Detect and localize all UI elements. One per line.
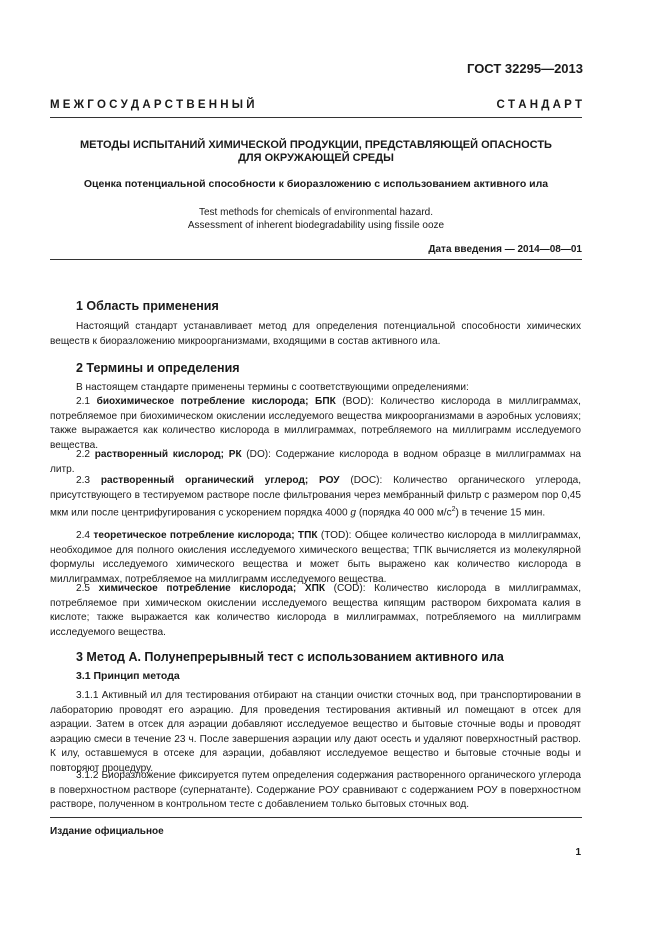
term-2-5: 2.5 химическое потребление кислорода; ХПК (COD): Количество кислорода в миллиграммах, потребляемое при химическом окислении исследуемого вещества кипящим раствором бихромата калия в кислоте; также выражается как количество кислорода в миллиграммах, потребляемого на миллиграмм исследуемого вещества. — [50, 583, 581, 638]
title-line-2: ДЛЯ ОКРУЖАЮЩЕЙ СРЕДЫ — [238, 152, 394, 164]
term-2-2: 2.2 растворенный кислород; РК (DO): Содержание кислорода в водном образце в миллиграммах на литр. — [50, 449, 582, 475]
term-2-5-name: химическое потребление кислорода; ХПК — [98, 583, 326, 594]
term-2-3: 2.3 растворенный органический углерод; РОУ (DOC): Количество органического углерода, присутствующего в тестируемом растворе после фильтрования через мембранный фильтр с размером пор 0,45 мкм или после центрифугирования с ускорением порядка 4000 g (порядка 40 000 $м/с^2$) в течение 15 мин. — [50, 475, 581, 519]
section-3-1-heading: 3.1 Принцип метода — [76, 670, 180, 682]
english-title — [50, 206, 582, 232]
banner-left: М Е Ж Г О С У Д А Р С Т В Е Н Н Ы Й — [50, 99, 255, 111]
section-3-heading: 3 Метод А. Полунепрерывный тест с использованием активного ила — [76, 650, 504, 664]
term-2-3-name: растворенный органический углерод; РОУ — [100, 475, 340, 486]
section-2-intro: В настоящем стандарте применены термины с соответствующими определениями: — [76, 382, 469, 393]
document-title — [50, 139, 582, 165]
title-line-1: МЕТОДЫ ИСПЫТАНИЙ ХИМИЧЕСКОЙ ПРОДУКЦИИ, ПРЕДСТАВЛЯЮЩЕЙ ОПАСНОСТЬ — [80, 139, 552, 151]
paragraph-3-1-1: 3.1.1 Активный ил для тестирования отбирают на станции очистки сточных вод, при транспортировании в лабораторию проводят его аэрацию. Для проведения тестирования активный ил помещают в отсек для аэрации. Затем в отсек для аэрации добавляют исследуемое вещество и бытовые сточные воды и проводят аэрацию смеси в течение 23 ч. После завершения аэрации илу дают осесть и удаляют поверхностный раствор. К илу, оставшемуся в отсеке для аэрации, добавляют исследуемое вещество и бытовые сточные воды и повторяют процедуру. — [50, 690, 581, 774]
term-2-1: 2.1 биохимическое потребление кислорода; БПК (BOD): Количество кислорода в миллиграммах, потребляемое при биохимическом окислении исследуемого вещества микроорганизмами в аэробных условиях; также выражается как количество кислорода в миллиграммах, потребляемого на миллиграмм исследуемого вещества. — [50, 396, 581, 451]
effective-date: Дата введения — 2014—08—01 — [428, 244, 582, 255]
standard-code: ГОСТ 32295—2013 — [467, 61, 583, 76]
term-2-4-name: теоретическое потребление кислорода; ТПК — [93, 530, 318, 541]
date-rule — [50, 259, 582, 260]
banner-rule — [50, 117, 582, 118]
section-1-paragraph: Настоящий стандарт устанавливает метод для определения потенциальной способности химических веществ к биоразложению микроорганизмами, входящими в состав активного ила. — [50, 321, 581, 347]
document-subtitle: Оценка потенциальной способности к биоразложению с использованием активного ила — [83, 178, 549, 190]
page-number: 1 — [575, 847, 581, 858]
section-2-heading: 2 Термины и определения — [76, 361, 240, 375]
term-2-2-name: растворенный кислород; РК — [94, 449, 242, 460]
paragraph-3-1-2: 3.1.2 Биоразложение фиксируется путем определения содержания растворенного органического углерода в поверхностном растворе (супернатанте). Содержание РОУ сравнивают с содержанием РОУ в поверхностном растворе, полученном в контрольном тесте с добавлением только бытовых сточных вод. — [50, 770, 581, 810]
standard-banner — [50, 99, 582, 111]
term-2-1-name: биохимическое потребление кислорода; БПК — [96, 396, 336, 407]
edition-note: Издание официальное — [50, 826, 164, 837]
english-title-line-2: Assessment of inherent biodegradability using fissile ooze — [187, 220, 445, 231]
section-1-heading: 1 Область применения — [76, 299, 219, 313]
footer-rule — [50, 817, 582, 818]
term-2-4: 2.4 теоретическое потребление кислорода; ТПК (TOD): Общее количество кислорода в миллиграммах, необходимое для полного окисления исследуемого химического вещества; ТПК вычисляется из молекулярной формулы исследуемого химического вещества и может быть выражено как количество кислорода в миллиграммах, потребляемое на миллиграмм исследуемого вещества. — [50, 530, 581, 585]
english-title-line-1: Test methods for chemicals of environmental hazard. — [199, 207, 433, 218]
banner-right: С Т А Н Д А Р Т — [496, 99, 582, 111]
